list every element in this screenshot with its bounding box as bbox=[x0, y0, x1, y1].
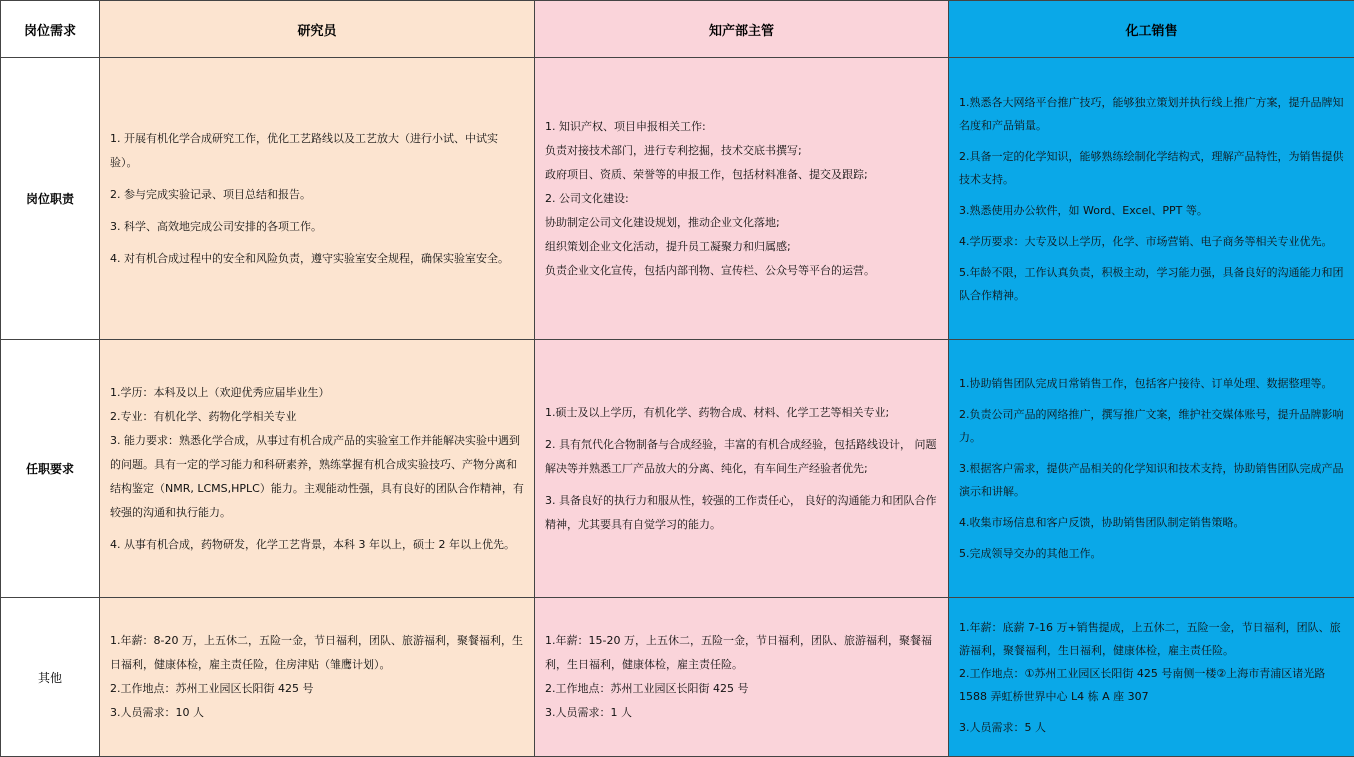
row-requirements bbox=[1, 340, 1354, 598]
list-item: 2.专业：有机化学、药物化学相关专业 bbox=[110, 405, 524, 429]
list-item: 3.人员需求：1 人 bbox=[545, 701, 938, 725]
header-chemical-sales: 化工销售 bbox=[949, 1, 1354, 58]
list-item: 4.收集市场信息和客户反馈，协助销售团队制定销售策略。 bbox=[959, 511, 1344, 534]
list-item: 协助制定公司文化建设规划，推动企业文化落地; bbox=[545, 211, 938, 235]
list-item: 4. 从事有机合成，药物研发，化学工艺背景，本科 3 年以上，硕士 2 年以上优先。 bbox=[110, 533, 524, 557]
header-label: 岗位需求 bbox=[1, 1, 100, 58]
header-researcher: 研究员 bbox=[100, 1, 535, 58]
header-ip-supervisor: 知产部主管 bbox=[535, 1, 949, 58]
list-item: 2.具备一定的化学知识，能够熟练绘制化学结构式，理解产品特性，为销售提供技术支持。 bbox=[959, 145, 1344, 191]
list-item: 1. 知识产权、项目申报相关工作: bbox=[545, 115, 938, 139]
cell-other-chemical-sales bbox=[949, 598, 1354, 757]
list-item: 2. 公司文化建设: bbox=[545, 187, 938, 211]
list-item: 1.熟悉各大网络平台推广技巧，能够独立策划并执行线上推广方案，提升品牌知名度和产品销量。 bbox=[959, 91, 1344, 137]
list-item: 政府项目、资质、荣誉等的申报工作，包括材料准备、提交及跟踪; bbox=[545, 163, 938, 187]
cell-req-ip-supervisor bbox=[535, 340, 949, 598]
list-item: 1.年薪：15-20 万，上五休二，五险一金，节日福利，团队、旅游福利，聚餐福利，生日福利，健康体检，雇主责任险。 bbox=[545, 629, 938, 677]
list-item: 负责企业文化宣传，包括内部刊物、宣传栏、公众号等平台的运营。 bbox=[545, 259, 938, 283]
list-item: 3. 科学、高效地完成公司安排的各项工作。 bbox=[110, 215, 524, 239]
list-item: 2. 具有氘代化合物制备与合成经验，丰富的有机合成经验，包括路线设计， 问题解决等并熟悉工厂产品放大的分离、纯化，有车间生产经验者优先; bbox=[545, 433, 938, 481]
list-item: 3. 能力要求：熟悉化学合成，从事过有机合成产品的实验室工作并能解决实验中遇到的问题。具有一定的学习能力和科研素养，熟练掌握有机合成实验技巧、产物分离和结构鉴定（NMR, LCMS,HPLC）能力。主观能动性强，具有良好的团队合作精神，有较强的沟通和执行能力。 bbox=[110, 429, 524, 525]
cell-req-chemical-sales bbox=[949, 340, 1354, 598]
list-item: 1.学历：本科及以上（欢迎优秀应届毕业生） bbox=[110, 381, 524, 405]
header-row bbox=[1, 1, 1354, 58]
list-item: 1.协助销售团队完成日常销售工作，包括客户接待、订单处理、数据整理等。 bbox=[959, 372, 1344, 395]
list-item: 2.工作地点：①苏州工业园区长阳街 425 号南侧一楼②上海市青浦区诸光路 1588 弄虹桥世界中心 L4 栋 A 座 307 bbox=[959, 662, 1344, 708]
list-item: 1.年薪：底薪 7-16 万+销售提成，上五休二，五险一金，节日福利，团队、旅游福利，聚餐福利，生日福利，健康体检，雇主责任险。 bbox=[959, 616, 1344, 662]
list-item: 4.学历要求：大专及以上学历，化学、市场营销、电子商务等相关专业优先。 bbox=[959, 230, 1344, 253]
list-item: 2. 参与完成实验记录、项目总结和报告。 bbox=[110, 183, 524, 207]
list-item: 组织策划企业文化活动，提升员工凝聚力和归属感; bbox=[545, 235, 938, 259]
list-item: 5.年龄不限，工作认真负责，积极主动，学习能力强，具备良好的沟通能力和团队合作精神。 bbox=[959, 261, 1344, 307]
list-item: 1.年薪：8-20 万，上五休二，五险一金，节日福利，团队、旅游福利，聚餐福利，生日福利，健康体检，雇主责任险，住房津贴（雏鹰计划）。 bbox=[110, 629, 524, 677]
cell-other-researcher bbox=[100, 598, 535, 757]
list-item: 1.硕士及以上学历，有机化学、药物合成、材料、化学工艺等相关专业; bbox=[545, 401, 938, 425]
list-item: 2.负责公司产品的网络推广，撰写推广文案，维护社交媒体账号，提升品牌影响力。 bbox=[959, 403, 1344, 449]
row-label-requirements: 任职要求 bbox=[1, 340, 100, 598]
list-item: 5.完成领导交办的其他工作。 bbox=[959, 542, 1344, 565]
cell-duty-chemical-sales bbox=[949, 58, 1354, 340]
cell-duty-researcher bbox=[100, 58, 535, 340]
list-item: 1. 开展有机化学合成研究工作，优化工艺路线以及工艺放大（进行小试、中试实验）。 bbox=[110, 127, 524, 175]
list-item: 3. 具备良好的执行力和服从性，较强的工作责任心， 良好的沟通能力和团队合作精神，尤其要具有自觉学习的能力。 bbox=[545, 489, 938, 537]
list-item: 3.熟悉使用办公软件，如 Word、Excel、PPT 等。 bbox=[959, 199, 1344, 222]
list-item: 2.工作地点：苏州工业园区长阳街 425 号 bbox=[545, 677, 938, 701]
list-item: 3.根据客户需求，提供产品相关的化学知识和技术支持，协助销售团队完成产品演示和讲解。 bbox=[959, 457, 1344, 503]
list-item: 负责对接技术部门，进行专利挖掘，技术交底书撰写; bbox=[545, 139, 938, 163]
row-duty bbox=[1, 58, 1354, 340]
list-item: 3.人员需求：5 人 bbox=[959, 716, 1344, 739]
list-item: 4. 对有机合成过程中的安全和风险负责，遵守实验室安全规程，确保实验室安全。 bbox=[110, 247, 524, 271]
row-label-duty: 岗位职责 bbox=[1, 58, 100, 340]
list-item: 2.工作地点：苏州工业园区长阳街 425 号 bbox=[110, 677, 524, 701]
cell-other-ip-supervisor bbox=[535, 598, 949, 757]
row-other bbox=[1, 598, 1354, 757]
row-label-other: 其他 bbox=[1, 598, 100, 757]
cell-req-researcher bbox=[100, 340, 535, 598]
list-item: 3.人员需求：10 人 bbox=[110, 701, 524, 725]
cell-duty-ip-supervisor bbox=[535, 58, 949, 340]
